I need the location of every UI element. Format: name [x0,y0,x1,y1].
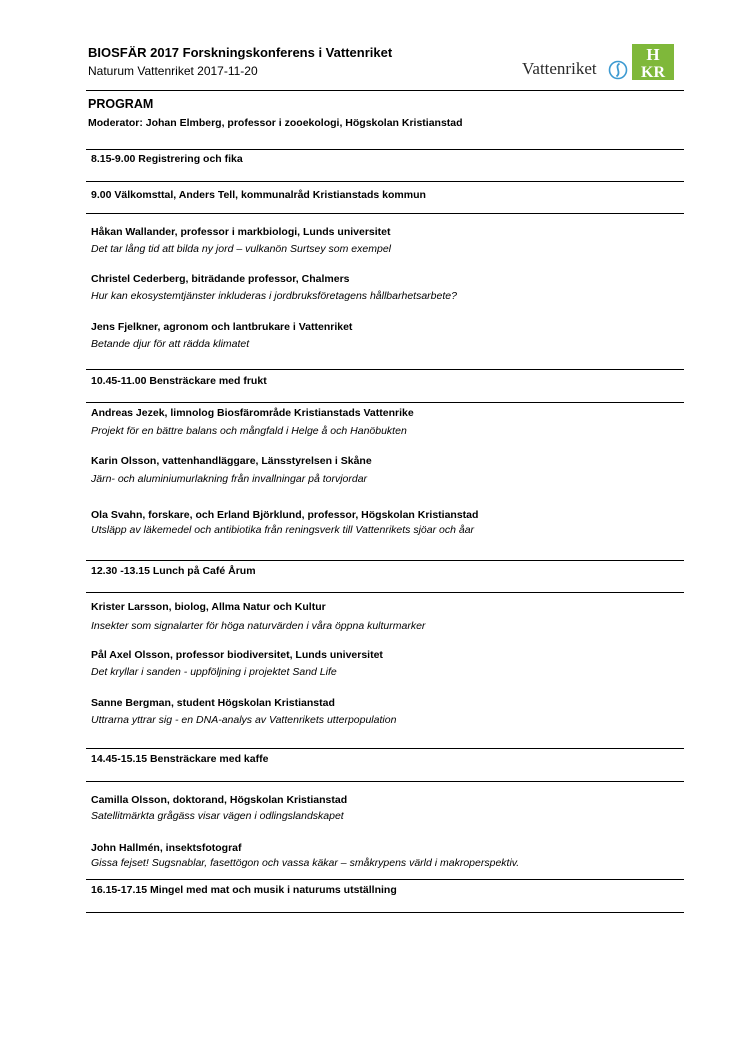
talk-title: Det kryllar i sanden - uppföljning i projektet Sand Life [91,666,337,678]
talk-title: Uttrarna yttrar sig - en DNA-analys av Vattenrikets utterpopulation [91,714,397,726]
talk-title: Järn- och aluminiumurlakning från invallningar på torvjordar [91,473,368,485]
section-divider [86,402,684,403]
hkr-logo-icon [632,44,674,80]
water-drop-icon [608,60,628,80]
talk-title: Det tar lång tid att bilda ny jord – vulkanön Surtsey som exempel [91,243,391,255]
talk-speaker: Andreas Jezek, limnolog Biosfärområde Kristianstads Vattenrike [91,407,414,419]
talk-speaker: Karin Olsson, vattenhandläggare, Länsstyrelsen i Skåne [91,455,372,467]
svg-text:H: H [646,45,660,64]
section-divider [86,912,684,913]
talk-title: Betande djur för att rädda klimatet [91,338,250,350]
section-divider [86,213,684,214]
talk-speaker: John Hallmén, insektsfotograf [91,842,242,854]
section-divider [86,560,684,561]
schedule-slot: 16.15-17.15 Mingel med mat och musik i naturums utställning [91,884,397,896]
talk-title: Gissa fejset! Sugsnablar, fasettögon och vassa käkar – småkrypens värld i makroperspektiv. [91,857,520,869]
section-divider [86,879,684,880]
svg-text:KR: KR [641,64,665,80]
talk-title: Hur kan ekosystemtjänster inkluderas i jordbruksföretagens hållbarhetsarbete? [91,290,457,302]
vattenriket-hkr-logo [522,44,676,80]
talk-speaker: Sanne Bergman, student Högskolan Kristianstad [91,697,335,709]
moderator-line: Moderator: Johan Elmberg, professor i zooekologi, Högskolan Kristianstad [88,117,463,129]
talk-speaker: Håkan Wallander, professor i markbiologi, Lunds universitet [91,226,391,238]
header-divider [86,90,684,91]
section-divider [86,369,684,370]
program-heading: PROGRAM [88,97,154,111]
talk-speaker: Krister Larsson, biolog, Allma Natur och Kultur [91,601,326,613]
talk-title: Projekt för en bättre balans och mångfald i Helge å och Hanöbukten [91,425,407,437]
section-divider [86,181,684,182]
talk-title: Satellitmärkta grågäss visar vägen i odlingslandskapet [91,810,344,822]
section-divider [86,748,684,749]
document-title: BIOSFÄR 2017 Forskningskonferens i Vattenriket [88,45,393,60]
talk-title: Insekter som signalarter för höga naturvärden i våra öppna kulturmarker [91,620,426,632]
section-divider [86,592,684,593]
schedule-slot: 12.30 -13.15 Lunch på Café Årum [91,565,256,577]
talk-title: Utsläpp av läkemedel och antibiotika från reningsverk till Vattenrikets sjöar och åar [91,524,475,536]
talk-speaker: Jens Fjelkner, agronom och lantbrukare i Vattenriket [91,321,353,333]
schedule-slot: 9.00 Välkomsttal, Anders Tell, kommunalråd Kristianstads kommun [91,189,426,201]
schedule-slot: 8.15-9.00 Registrering och fika [91,153,243,165]
talk-speaker: Christel Cederberg, biträdande professor, Chalmers [91,273,350,285]
section-divider [86,781,684,782]
document-subtitle: Naturum Vattenriket 2017-11-20 [88,64,258,78]
schedule-slot: 14.45-15.15 Bensträckare med kaffe [91,753,269,765]
talk-speaker: Camilla Olsson, doktorand, Högskolan Kristianstad [91,794,348,806]
talk-speaker: Pål Axel Olsson, professor biodiversitet, Lunds universitet [91,649,383,661]
logo-wordmark: Vattenriket [522,59,597,78]
section-divider [86,149,684,150]
talk-speaker: Ola Svahn, forskare, och Erland Björklund, professor, Högskolan Kristianstad [91,509,479,521]
schedule-slot: 10.45-11.00 Bensträckare med frukt [91,375,267,387]
